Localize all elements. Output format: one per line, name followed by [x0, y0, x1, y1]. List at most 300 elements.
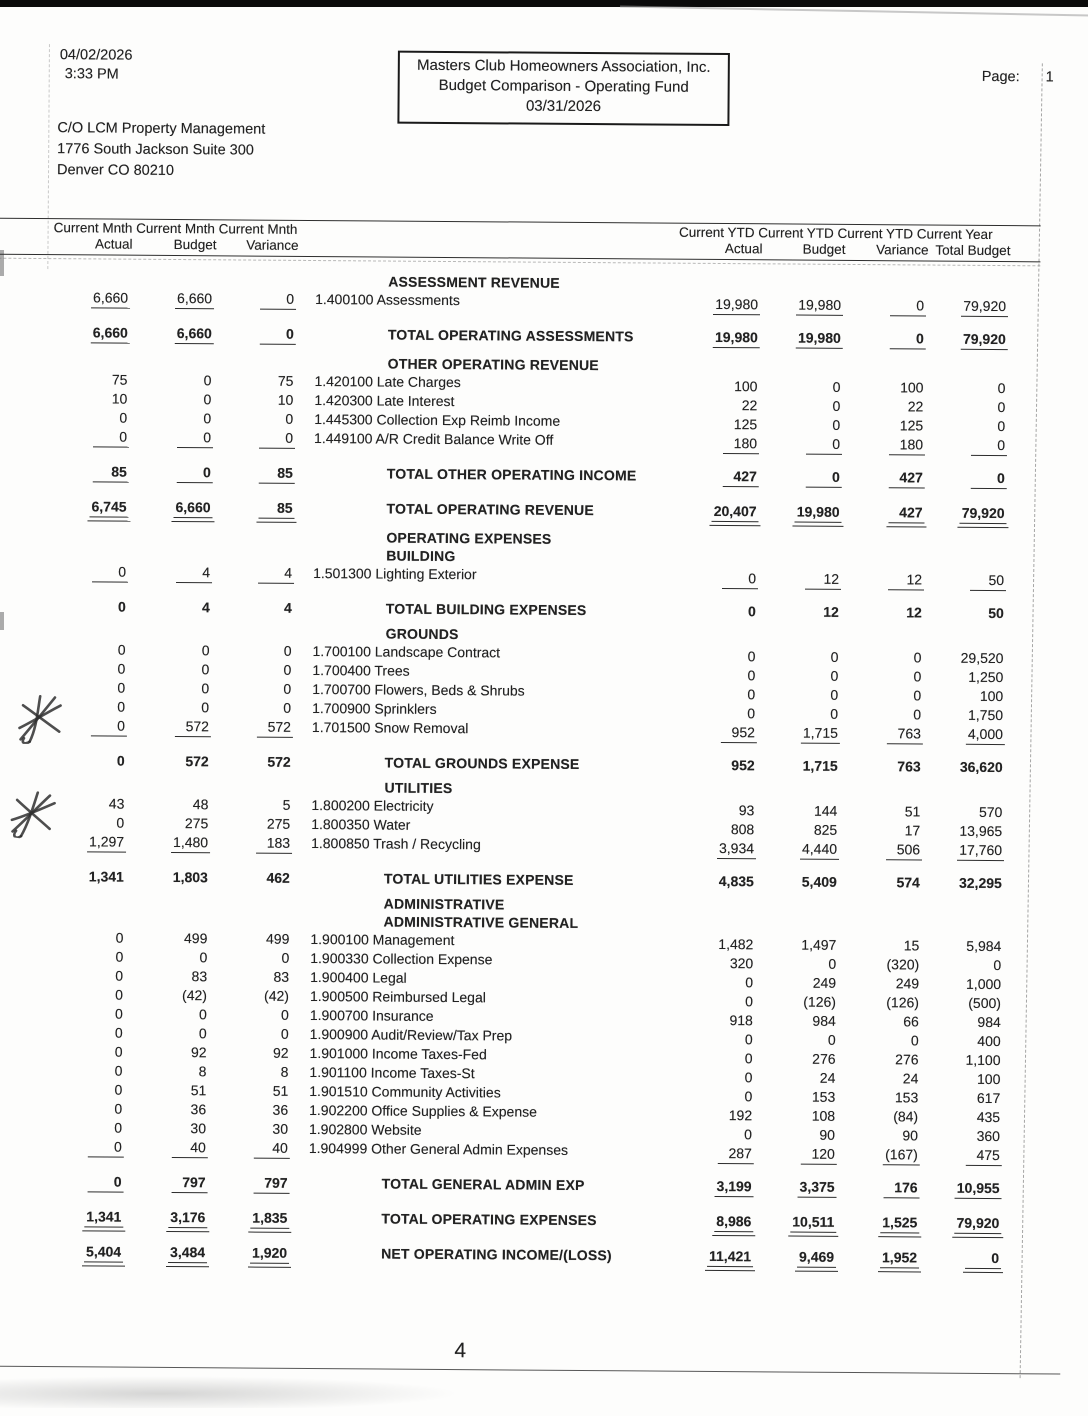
value: 0: [745, 974, 754, 991]
section-label: GROUNDS: [385, 625, 459, 643]
value: 0: [114, 1043, 123, 1060]
value: 0: [965, 1249, 1001, 1269]
value: 0: [806, 435, 842, 455]
value: 3,375: [797, 1178, 836, 1198]
value: 0: [830, 686, 839, 703]
value: 0: [993, 957, 1002, 974]
value: 183: [256, 834, 292, 854]
value: 808: [730, 821, 755, 838]
ytd-variance-cell: [842, 916, 925, 935]
ytd-actual-cell: [691, 467, 763, 488]
total-row: [0, 462, 1085, 490]
month-variance-cell: [212, 1100, 294, 1120]
value: 100: [900, 379, 924, 396]
month-actual-cell: [54, 597, 132, 617]
account-label: 1.800850 Trash / Recycling: [311, 835, 481, 853]
table-rows: [0, 262, 1086, 1276]
month-budget-cell: [129, 986, 213, 1006]
col-month-budget: Budget: [173, 236, 217, 253]
value: 984: [977, 1013, 1001, 1031]
month-variance-cell: [212, 1062, 294, 1082]
account-label: 1.445300 Collection Exp Reimb Income: [314, 411, 561, 429]
ytd-variance-cell: [844, 757, 927, 777]
value: 0: [745, 993, 754, 1010]
value: 85: [259, 464, 295, 484]
value: 10,511: [790, 1213, 836, 1233]
ytd-variance-cell: [846, 468, 929, 489]
value: 180: [889, 435, 925, 455]
value: 0: [997, 399, 1006, 416]
ytd-actual-cell: [692, 295, 764, 316]
value: (84): [893, 1108, 919, 1125]
value: (126): [886, 994, 920, 1011]
report-name: Budget Comparison - Operating Fund: [438, 76, 689, 96]
value: 24: [819, 1069, 836, 1086]
value: 153: [811, 1088, 836, 1105]
month-variance-cell: [211, 1208, 293, 1229]
total-budget-cell: [924, 1146, 1006, 1167]
value: 0: [203, 410, 212, 427]
value: 0: [114, 1062, 123, 1079]
ytd-variance-cell: [845, 503, 928, 524]
month-variance-cell: [217, 371, 299, 391]
month-actual-cell: [56, 288, 134, 309]
value: 0: [116, 814, 125, 831]
total-budget-cell: [926, 874, 1008, 894]
value: 0: [115, 1005, 123, 1022]
ytd-budget-cell: [760, 897, 843, 916]
ytd-actual-cell: [687, 915, 759, 934]
value: 3,484: [168, 1243, 207, 1263]
total-budget-cell: [928, 604, 1010, 624]
month-variance-cell: [215, 641, 297, 661]
month-budget-cell: [130, 814, 214, 834]
value: 180: [723, 434, 759, 454]
account-label: 1.900330 Collection Expense: [310, 950, 493, 968]
month-budget-cell: [127, 1243, 211, 1264]
month-variance-cell: [213, 986, 295, 1006]
value: 1,803: [172, 868, 208, 886]
page-number: 1: [1045, 69, 1054, 86]
value: 0: [88, 1137, 124, 1157]
month-budget-cell: [132, 527, 216, 546]
ytd-budget-cell: [760, 781, 843, 800]
value: 125: [899, 417, 924, 434]
account-label: 1.900400 Legal: [310, 969, 407, 986]
month-variance-cell: [217, 428, 299, 449]
ytd-variance-cell: [845, 603, 928, 623]
value: 499: [266, 930, 290, 947]
total-budget-cell: [927, 725, 1009, 746]
value: 8: [280, 1063, 289, 1080]
total-budget-cell: [930, 297, 1012, 318]
month-variance-cell: [212, 1119, 294, 1139]
ytd-actual-cell: [692, 275, 764, 294]
ytd-variance-cell: [847, 276, 930, 295]
value: 0: [117, 679, 126, 696]
value: 22: [907, 398, 924, 415]
value: 506: [886, 840, 922, 860]
value: 12: [888, 570, 924, 590]
value: 93: [738, 802, 755, 819]
month-budget-cell: [131, 698, 215, 718]
value: 0: [910, 1032, 919, 1049]
report-date: 03/31/2026: [525, 97, 602, 116]
value: 918: [729, 1012, 753, 1029]
value: 43: [108, 795, 125, 812]
ytd-actual-cell: [688, 872, 760, 892]
month-actual-cell: [51, 966, 129, 986]
value: 36: [272, 1101, 289, 1118]
month-actual-cell: [50, 1099, 128, 1119]
month-variance-cell: [216, 527, 298, 546]
value: 0: [92, 562, 128, 582]
value: 36,620: [959, 758, 1003, 776]
month-actual-cell: [53, 751, 131, 771]
account-label: 1.900500 Reimbursed Legal: [309, 988, 486, 1006]
ytd-budget-cell: [762, 569, 845, 590]
value: 79,920: [961, 297, 1008, 317]
value: 10: [277, 391, 294, 408]
month-budget-cell: [130, 833, 214, 854]
value: 6,745: [89, 497, 128, 517]
value: 17: [904, 822, 921, 839]
month-actual-cell: [53, 640, 131, 660]
month-variance-cell: [213, 911, 295, 930]
value: 952: [731, 757, 755, 774]
address-block: [57, 118, 265, 183]
month-variance-cell: [217, 463, 299, 484]
total-label: NET OPERATING INCOME/(LOSS): [381, 1245, 612, 1264]
value: 1,952: [880, 1248, 919, 1268]
value: 50: [970, 571, 1006, 591]
month-budget-cell: [134, 289, 218, 310]
value: 0: [283, 661, 292, 678]
month-actual-cell: [49, 1242, 127, 1263]
ytd-budget-cell: [761, 756, 844, 776]
month-actual-cell: [55, 408, 133, 428]
account-label: 1.901510 Community Activities: [309, 1083, 501, 1101]
value: 0: [201, 680, 210, 697]
ytd-actual-cell: [688, 897, 760, 916]
value: 5,984: [966, 937, 1002, 955]
value: 32,295: [958, 874, 1002, 892]
month-budget-cell: [132, 545, 216, 564]
value: 5,409: [801, 873, 837, 890]
ytd-budget-cell: [760, 839, 843, 860]
value: 176: [884, 1178, 920, 1198]
value: (42): [182, 987, 208, 1004]
value: 83: [191, 968, 208, 985]
total-row: [0, 1172, 1080, 1200]
ytd-variance-cell: [844, 724, 927, 745]
ytd-actual-cell: [691, 434, 763, 455]
account-label: 1.904999 Other General Admin Expenses: [308, 1140, 569, 1158]
month-variance-cell: [213, 1005, 295, 1025]
value: 0: [744, 1126, 753, 1143]
value: 8: [198, 1063, 207, 1080]
ytd-variance-cell: [843, 782, 926, 801]
month-variance-cell: [214, 795, 296, 815]
value: 6,660: [173, 498, 212, 518]
value: 4,440: [800, 840, 839, 860]
left-header-group: Current Mnth Current Mnth Current Mnth: [53, 220, 298, 237]
value: 0: [93, 427, 129, 447]
month-variance-cell: [213, 948, 295, 968]
value: 120: [801, 1145, 837, 1165]
value: 0: [115, 929, 124, 946]
value: 574: [896, 874, 920, 891]
month-budget-cell: [134, 324, 218, 345]
account-label: 1.420100 Late Charges: [314, 373, 461, 391]
month-variance-cell: [214, 777, 296, 796]
col-total-budget: Total Budget: [935, 242, 1011, 259]
value: 1,000: [966, 975, 1002, 993]
value: 10,955: [955, 1179, 1002, 1199]
ytd-actual-cell: [690, 531, 762, 550]
total-budget-cell: [928, 551, 1010, 570]
value: 0: [114, 1100, 123, 1117]
value: 1,100: [965, 1051, 1001, 1069]
value: 0: [177, 428, 213, 448]
month-actual-cell: [54, 622, 132, 641]
month-actual-cell: [52, 776, 130, 795]
value: 0: [198, 1025, 207, 1042]
total-row: [0, 597, 1084, 624]
value: (126): [803, 993, 837, 1010]
value: 0: [201, 642, 210, 659]
month-budget-cell: [131, 641, 215, 661]
value: 570: [978, 803, 1003, 821]
value: 90: [819, 1126, 836, 1143]
value: 0: [114, 1024, 123, 1041]
value: 0: [281, 1006, 289, 1023]
month-budget-cell: [130, 795, 214, 815]
ytd-actual-cell: [690, 502, 762, 523]
value: 0: [747, 686, 756, 703]
total-budget-cell: [929, 469, 1011, 490]
value: 0: [747, 603, 756, 620]
col-month-actual: Actual: [94, 236, 133, 252]
account-label: 1.420300 Late Interest: [314, 392, 455, 410]
value: 1,480: [171, 833, 210, 853]
ytd-variance-cell: [845, 570, 928, 591]
value: 153: [894, 1089, 919, 1106]
section-label: OPERATING EXPENSES: [386, 529, 552, 547]
value: 0: [114, 1081, 123, 1098]
value: 1,835: [250, 1209, 289, 1229]
value: 0: [116, 752, 125, 769]
value: 0: [913, 668, 922, 685]
value: 79,920: [961, 330, 1008, 350]
total-label: TOTAL OPERATING ASSESSMENTS: [387, 326, 634, 345]
value: 0: [913, 687, 922, 704]
account-label: 1.900100 Management: [310, 931, 455, 949]
address-line: C/O LCM Property Management: [57, 120, 266, 138]
value: (500): [968, 994, 1002, 1012]
ytd-actual-cell: [692, 328, 764, 349]
month-variance-cell: [215, 752, 297, 772]
month-variance-cell: [216, 545, 298, 564]
total-budget-cell: [928, 629, 1010, 648]
month-budget-cell: [128, 1173, 212, 1194]
value: 0: [890, 329, 926, 349]
value: 0: [203, 372, 212, 389]
month-variance-cell: [218, 271, 300, 290]
total-budget-cell: [923, 1249, 1005, 1270]
ytd-actual-cell: [690, 627, 762, 646]
month-variance-cell: [216, 623, 298, 642]
value: 1,482: [718, 935, 754, 953]
value: 12: [823, 603, 839, 620]
month-actual-cell: [52, 867, 130, 887]
ytd-budget-cell: [758, 1177, 841, 1198]
ytd-budget-cell: [762, 531, 845, 550]
handwritten-asterisk-icon: [7, 787, 60, 843]
value: 984: [812, 1012, 836, 1029]
value: 4: [176, 563, 212, 583]
value: 100: [976, 1070, 1001, 1088]
total-budget-cell: [930, 330, 1012, 351]
value: 19,980: [713, 295, 760, 315]
value: 1,341: [84, 1207, 123, 1227]
section-label: ASSESSMENT REVENUE: [388, 273, 560, 291]
month-budget-cell: [128, 1119, 212, 1139]
value: 79,920: [960, 504, 1007, 524]
print-datetime: [60, 46, 133, 85]
value: 276: [812, 1050, 836, 1067]
month-actual-cell: [52, 832, 130, 853]
account-label: 1.449100 A/R Credit Balance Write Off: [314, 430, 554, 448]
month-variance-cell: [214, 868, 296, 888]
value: 75: [277, 372, 294, 389]
value: 90: [902, 1127, 919, 1144]
month-variance-cell: [213, 967, 295, 987]
total-label: TOTAL BUILDING EXPENSES: [385, 600, 587, 619]
value: 0: [281, 949, 290, 966]
ytd-variance-cell: [841, 1178, 924, 1199]
ytd-actual-cell: [689, 756, 761, 776]
value: (167): [883, 1145, 920, 1165]
value: 50: [988, 604, 1004, 622]
total-row: [0, 1242, 1079, 1270]
value: 6,660: [91, 288, 130, 308]
total-label: TOTAL UTILITIES EXPENSE: [383, 870, 574, 888]
value: 0: [830, 705, 839, 722]
ytd-budget-cell: [764, 275, 847, 294]
value: 1,250: [968, 668, 1004, 686]
total-budget-cell: [926, 841, 1008, 862]
value: 0: [806, 468, 842, 488]
value: 320: [729, 955, 754, 972]
account-label: 1.700900 Sprinklers: [312, 700, 437, 717]
ytd-variance-cell: [843, 898, 926, 917]
total-budget-cell: [928, 533, 1010, 552]
value: 51: [904, 803, 921, 820]
month-budget-cell: [132, 563, 216, 584]
value: (320): [886, 956, 920, 973]
value: 763: [897, 758, 921, 775]
value: 13,965: [959, 822, 1003, 840]
print-time: 3:33 PM: [64, 66, 119, 83]
month-actual-cell: [55, 389, 133, 409]
value: 1,297: [87, 832, 126, 852]
col-ytd-variance: Variance: [876, 242, 929, 258]
value: 0: [830, 648, 839, 665]
month-variance-cell: [212, 1173, 294, 1194]
total-label: TOTAL OPERATING REVENUE: [386, 500, 595, 519]
account-label: 1.800350 Water: [311, 816, 411, 833]
month-budget-cell: [130, 777, 214, 796]
value: 17,760: [957, 841, 1004, 861]
account-label: 1.701500 Snow Removal: [311, 719, 469, 737]
value: 427: [888, 503, 924, 523]
ytd-budget-cell: [757, 1247, 840, 1268]
col-ytd-actual: Actual: [724, 241, 763, 257]
value: 100: [979, 687, 1004, 705]
value: 6,660: [91, 323, 130, 343]
value: 19,980: [713, 328, 760, 348]
value: 249: [812, 974, 837, 991]
ytd-variance-cell: [847, 296, 930, 317]
value: 0: [201, 699, 210, 716]
value: 572: [185, 753, 209, 770]
month-variance-cell: [218, 289, 300, 310]
value: 0: [91, 716, 127, 736]
total-budget-cell: [929, 436, 1011, 457]
page-label: Page:: [981, 68, 1020, 86]
value: 6,660: [175, 289, 214, 309]
month-actual-cell: [51, 1004, 129, 1024]
value: 19,980: [796, 296, 843, 316]
value: 0: [119, 409, 128, 426]
value: 30: [190, 1120, 207, 1137]
value: 125: [733, 416, 758, 433]
value: 0: [285, 410, 294, 427]
table-column-headers: [0, 218, 1041, 263]
total-row: [0, 1207, 1079, 1235]
value: 3,934: [717, 839, 756, 859]
month-budget-cell: [133, 409, 217, 429]
value: 22: [741, 397, 758, 414]
value: 40: [254, 1139, 290, 1159]
value: 0: [747, 648, 756, 665]
month-budget-cell: [130, 868, 214, 888]
value: 0: [259, 429, 295, 449]
total-row: [0, 867, 1082, 894]
value: 66: [903, 1013, 919, 1030]
month-variance-cell: [213, 1043, 295, 1063]
value: 48: [192, 796, 209, 813]
value: 572: [267, 753, 291, 770]
ytd-budget-cell: [761, 723, 844, 744]
value: 0: [744, 1088, 753, 1105]
value: 1,715: [801, 724, 840, 744]
account-label: 1.901000 Income Taxes-Fed: [309, 1045, 487, 1063]
value: 0: [832, 378, 841, 395]
value: 572: [257, 718, 293, 738]
value: 462: [266, 869, 290, 886]
ytd-budget-cell: [764, 357, 847, 376]
account-label: 1.700700 Flowers, Beds & Shrubs: [312, 681, 525, 699]
ytd-budget-cell: [758, 1144, 841, 1165]
ytd-actual-cell: [688, 781, 760, 800]
ytd-actual-cell: [690, 569, 762, 590]
value: 0: [747, 667, 756, 684]
value: 0: [117, 698, 126, 715]
ytd-budget-cell: [762, 627, 845, 646]
month-budget-cell: [133, 428, 217, 449]
